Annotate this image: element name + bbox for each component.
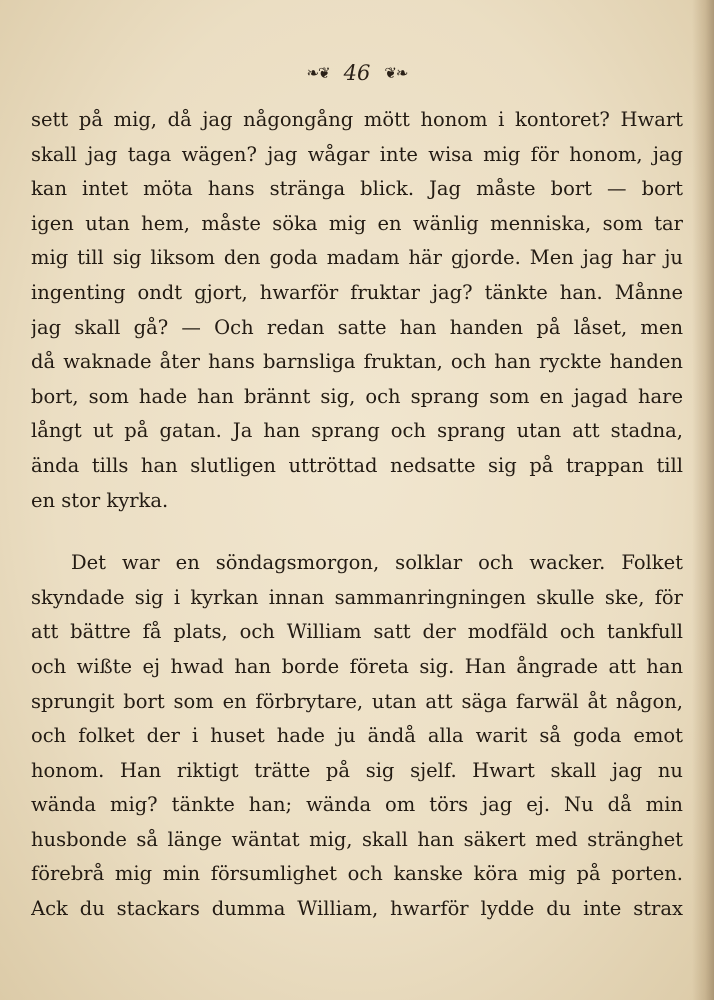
text-line: och folket der i huset hade ju ändå alla warit så goda emot <box>31 724 683 748</box>
text-line: en stor kyrka. <box>31 488 169 512</box>
text-line: förebrå mig min försumlighet och kanske köra mig på porten. <box>31 862 683 886</box>
ornament-right-icon: ❦❧ <box>384 64 408 82</box>
text-line: långt ut på gatan. Ja han sprang och sprang utan att stadna, <box>31 419 683 443</box>
text-line: sprungit bort som en förbrytare, utan att säga farwäl åt någon, <box>31 689 683 713</box>
text-line: jag skall gå? — Och redan satte han handen på låset, men <box>31 315 683 339</box>
text-line: att bättre få plats, och William satt der modfäld och tankfull <box>31 620 683 644</box>
text-line: ingenting ondt gjort, hwarför fruktar jag? tänkte han. Månne <box>31 280 683 304</box>
text-line: wända mig? tänkte han; wända om törs jag ej. Nu då min <box>31 793 683 817</box>
text-line: och wißte ej hwad han borde företa sig. Han ångrade att han <box>31 654 683 678</box>
text-line: mig till sig liksom den goda madam här gjorde. Men jag har ju <box>31 246 683 270</box>
text-line: kan intet möta hans stränga blick. Jag måste bort — bort <box>31 177 683 201</box>
text-line: Det war en söndagsmorgon, solklar och wacker. Folket <box>71 551 683 575</box>
text-line: igen utan hem, måste söka mig en wänlig menniska, som tar <box>31 211 683 235</box>
text-line: då waknade åter hans barnsliga fruktan, och han ryckte handen <box>31 350 683 374</box>
paragraph-2 <box>31 546 683 927</box>
body-text <box>31 103 683 927</box>
paragraph-spacer <box>31 518 683 546</box>
text-line: sett på mig, då jag någongång mött honom i kontoret? Hwart <box>31 108 683 131</box>
text-line: skall jag taga wägen? jag wågar inte wisa mig för honom, jag <box>31 142 683 166</box>
ornament-left-icon: ❧❦ <box>306 64 330 82</box>
text-line: husbonde så länge wäntat mig, skall han säkert med stränghet <box>31 827 683 851</box>
text-line: bort, som hade han brännt sig, och sprang som en jagad hare <box>31 384 683 408</box>
paragraph-1 <box>31 103 683 518</box>
text-line: ända tills han slutligen uttröttad nedsatte sig på trappan till <box>31 453 683 477</box>
page-header <box>0 58 714 88</box>
page-number: 46 <box>343 61 371 85</box>
text-line: honom. Han riktigt trätte på sig sjelf. Hwart skall jag nu <box>31 758 683 782</box>
text-line: skyndade sig i kyrkan innan sammanringningen skulle ske, för <box>31 585 683 609</box>
text-line: Ack du stackars dumma William, hwarför lydde du inte strax <box>31 897 683 921</box>
